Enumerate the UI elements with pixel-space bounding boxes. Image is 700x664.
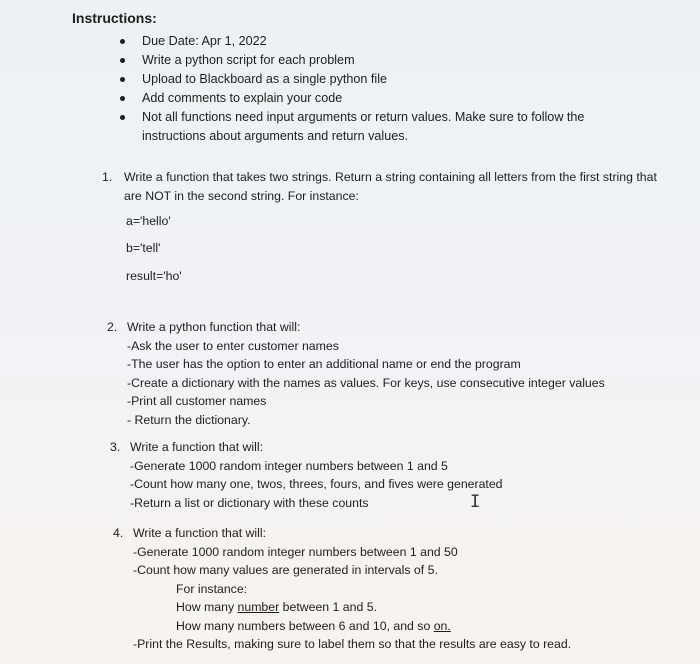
problem-title: Write a python function that will: bbox=[127, 320, 301, 334]
text-cursor-icon: I bbox=[470, 492, 481, 512]
problem-line: -Generate 1000 random integer numbers between 1 and 5 bbox=[130, 458, 448, 473]
problem-line: - Return the dictionary. bbox=[127, 412, 251, 427]
problem-line: -The user has the option to enter an additional name or end the program bbox=[127, 357, 521, 371]
instance-text: between 1 and 5. bbox=[279, 600, 377, 614]
problem-line: -Print the Results, making sure to label them so that the results are easy to read. bbox=[133, 637, 572, 651]
problem-line: -Ask the user to enter customer names bbox=[127, 338, 339, 353]
bullet-dot-icon bbox=[120, 39, 125, 44]
problem-line: -Create a dictionary with the names as values. For keys, use consecutive integer values bbox=[127, 375, 605, 390]
bullet-item bbox=[112, 32, 672, 51]
problem-4 bbox=[113, 524, 693, 649]
problem-3 bbox=[110, 438, 690, 518]
problem-line: -Count how many values are generated in intervals of 5. bbox=[133, 563, 438, 577]
instance-line bbox=[133, 617, 693, 636]
problem-number: 4. bbox=[113, 526, 124, 540]
problem-line: -Count how many one, twos, threes, fours, and fives were generated bbox=[130, 477, 503, 491]
problem-line: -Print all customer names bbox=[127, 394, 267, 408]
bullet-text: Write a python script for each problem bbox=[142, 53, 355, 67]
bullet-dot-icon bbox=[120, 77, 125, 82]
problem-number: 1. bbox=[102, 170, 113, 184]
instance-underlined: number bbox=[237, 600, 280, 614]
instructions-list bbox=[112, 32, 672, 146]
example-b: b='tell' bbox=[126, 241, 161, 255]
bullet-dot-icon bbox=[120, 58, 125, 63]
example-result: result='ho' bbox=[126, 269, 182, 283]
instance-text: How many bbox=[176, 600, 238, 614]
problem-line: -Generate 1000 random integer numbers between 1 and 50 bbox=[133, 544, 458, 559]
bullet-item bbox=[112, 89, 672, 108]
bullet-dot-icon bbox=[120, 115, 125, 120]
problem-2 bbox=[107, 318, 687, 428]
instance-text: How many numbers between 6 and 10, and so bbox=[176, 618, 434, 633]
bullet-item bbox=[112, 70, 672, 89]
instance-line bbox=[133, 598, 693, 617]
example-a: a='hello' bbox=[126, 214, 171, 228]
bullet-text: Not all functions need input arguments or return values. Make sure to follow the instructions about arguments and return values. bbox=[142, 110, 585, 143]
bullet-text: Upload to Blackboard as a single python file bbox=[142, 72, 388, 86]
problem-title: Write a function that will: bbox=[133, 526, 267, 540]
bullet-item bbox=[112, 108, 622, 146]
instance-underlined: on. bbox=[433, 618, 451, 633]
bullet-text: Due Date: Apr 1, 2022 bbox=[142, 34, 267, 48]
bullet-dot-icon bbox=[120, 96, 125, 101]
problem-number: 3. bbox=[110, 440, 121, 454]
instructions-heading: Instructions: bbox=[72, 10, 157, 26]
problem-number: 2. bbox=[107, 320, 118, 334]
for-instance: For instance: bbox=[176, 581, 248, 596]
problem-title: Write a function that will: bbox=[130, 440, 264, 454]
bullet-item bbox=[112, 51, 672, 70]
problem-text: Write a function that takes two strings. Return a string containing all letters from the first string that are NOT in the second string. For instance: bbox=[124, 170, 657, 203]
problem-line: -Return a list or dictionary with these counts bbox=[130, 495, 369, 510]
bullet-text: Add comments to explain your code bbox=[142, 91, 343, 105]
